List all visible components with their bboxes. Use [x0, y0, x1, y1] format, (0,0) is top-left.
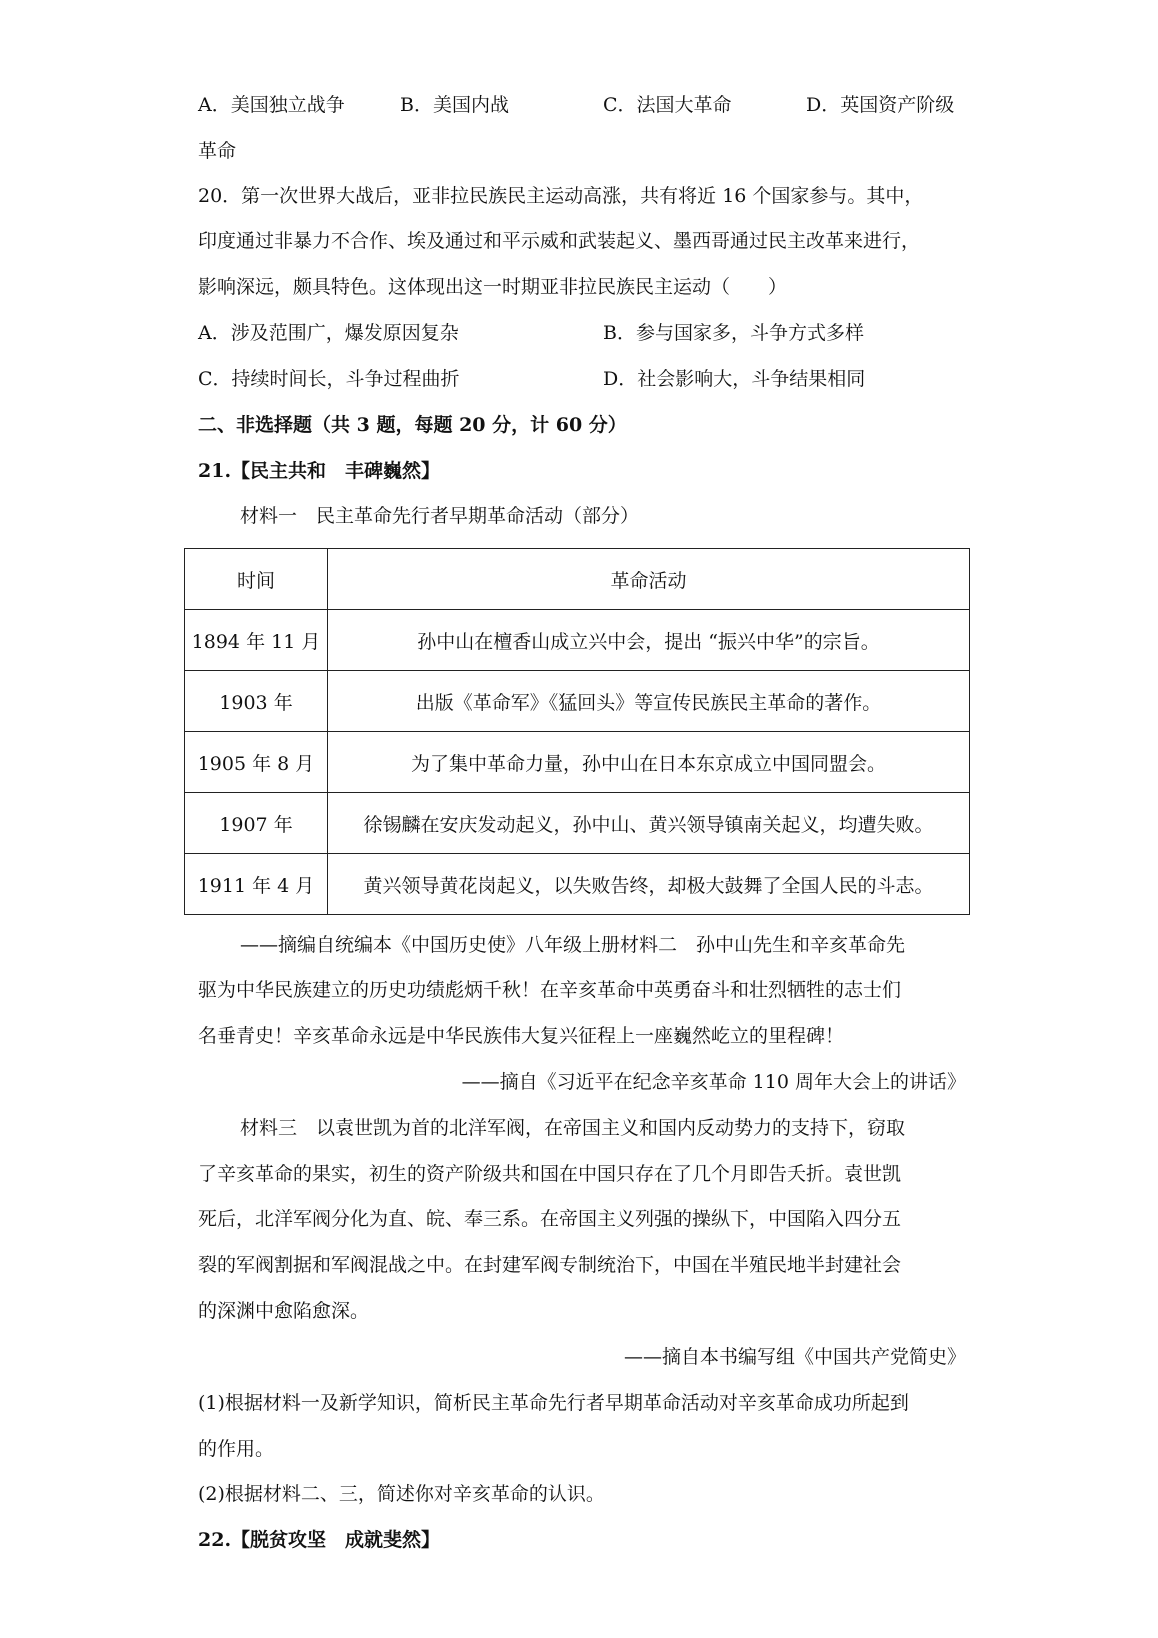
- q20-stem-line-2: 印度通过非暴力不合作、埃及通过和平示威和武装起义、墨西哥通过民主改革来进行，: [198, 230, 921, 252]
- q19-option-c: C．法国大革命: [603, 94, 732, 116]
- q19-option-d-wrap: 革命: [198, 140, 237, 162]
- q21-material-2-line-1: ——摘编自统编本《中国历史使》八年级上册材料二 孙中山先生和辛亥革命先: [240, 934, 906, 956]
- revolution-activities-table: [184, 548, 970, 915]
- table-cell-activity: 黄兴领导黄花岗起义，以失败告终，却极大鼓舞了全国人民的斗志。: [328, 854, 970, 915]
- table-cell-time: 1903 年: [185, 671, 328, 732]
- table-row: [185, 854, 970, 915]
- q21-subquestion-2: (2)根据材料二、三，简述你对辛亥革命的认识。: [198, 1483, 605, 1505]
- q21-material-3-line-2: 了辛亥革命的果实，初生的资产阶级共和国在中国只存在了几个月即告夭折。袁世凯: [198, 1163, 902, 1185]
- table-row: [185, 610, 970, 671]
- q21-material-3-line-3: 死后，北洋军阀分化为直、皖、奉三系。在帝国主义列强的操纵下，中国陷入四分五: [198, 1208, 902, 1230]
- table-cell-time: 1911 年 4 月: [185, 854, 328, 915]
- q21-subquestion-1-line-1: (1)根据材料一及新学知识，简析民主革命先行者早期革命活动对辛亥革命成功所起到: [198, 1392, 909, 1414]
- table-cell-activity: 孙中山在檀香山成立兴中会，提出 “振兴中华”的宗旨。: [328, 610, 970, 671]
- q20-option-b: B．参与国家多，斗争方式多样: [603, 322, 864, 344]
- q21-material-2-line-2: 驱为中华民族建立的历史功绩彪炳千秋！在辛亥革命中英勇奋斗和壮烈牺牲的志士们: [198, 979, 902, 1001]
- q21-material-2-source: ——摘自《习近平在纪念辛亥革命 110 周年大会上的讲话》: [461, 1071, 966, 1093]
- section-heading: 二、非选择题（共 3 题，每题 20 分，计 60 分）: [198, 414, 627, 436]
- q20-option-c: C．持续时间长，斗争过程曲折: [198, 368, 460, 390]
- q21-material-3-source: ——摘自本书编写组《中国共产党简史》: [623, 1346, 966, 1368]
- table-header-row: [185, 549, 970, 610]
- table-row: [185, 793, 970, 854]
- q21-title: 21.【民主共和 丰碑巍然】: [198, 460, 441, 482]
- q20-stem-line-1: 20．第一次世界大战后，亚非拉民族民主运动高涨，共有将近 16 个国家参与。其中，: [198, 185, 924, 207]
- q20-option-d: D．社会影响大，斗争结果相同: [603, 368, 866, 390]
- q21-material-3-line-4: 裂的军阀割据和军阀混战之中。在封建军阀专制统治下，中国在半殖民地半封建社会: [198, 1254, 902, 1276]
- table-cell-time: 1894 年 11 月: [185, 610, 328, 671]
- q19-option-d: D．英国资产阶级: [806, 94, 955, 116]
- table-header-activity: 革命活动: [328, 549, 970, 610]
- q19-option-b: B．美国内战: [400, 94, 509, 116]
- table-header-time: 时间: [185, 549, 328, 610]
- q20-option-a: A．涉及范围广，爆发原因复杂: [198, 322, 459, 344]
- q21-material-1-title: 材料一 民主革命先行者早期革命活动（部分）: [240, 505, 640, 527]
- q19-option-a: A．美国独立战争: [198, 94, 345, 116]
- table-cell-activity: 为了集中革命力量，孙中山在日本东京成立中国同盟会。: [328, 732, 970, 793]
- q21-material-3-line-1: 材料三 以袁世凯为首的北洋军阀，在帝国主义和国内反动势力的支持下，窃取: [240, 1117, 906, 1139]
- q20-stem-line-3: 影响深远，颇具特色。这体现出这一时期亚非拉民族民主运动（ ）: [198, 276, 788, 298]
- table-cell-time: 1905 年 8 月: [185, 732, 328, 793]
- q21-subquestion-1-line-2: 的作用。: [198, 1438, 275, 1460]
- q21-material-3-line-5: 的深渊中愈陷愈深。: [198, 1300, 370, 1322]
- table-row: [185, 732, 970, 793]
- q22-title: 22.【脱贫攻坚 成就斐然】: [198, 1529, 441, 1551]
- table-cell-activity: 徐锡麟在安庆发动起义，孙中山、黄兴领导镇南关起义，均遭失败。: [328, 793, 970, 854]
- q21-material-2-line-3: 名垂青史！辛亥革命永远是中华民族伟大复兴征程上一座巍然屹立的里程碑！: [198, 1025, 845, 1047]
- table-cell-time: 1907 年: [185, 793, 328, 854]
- table-cell-activity: 出版《革命军》《猛回头》等宣传民族民主革命的著作。: [328, 671, 970, 732]
- table-row: [185, 671, 970, 732]
